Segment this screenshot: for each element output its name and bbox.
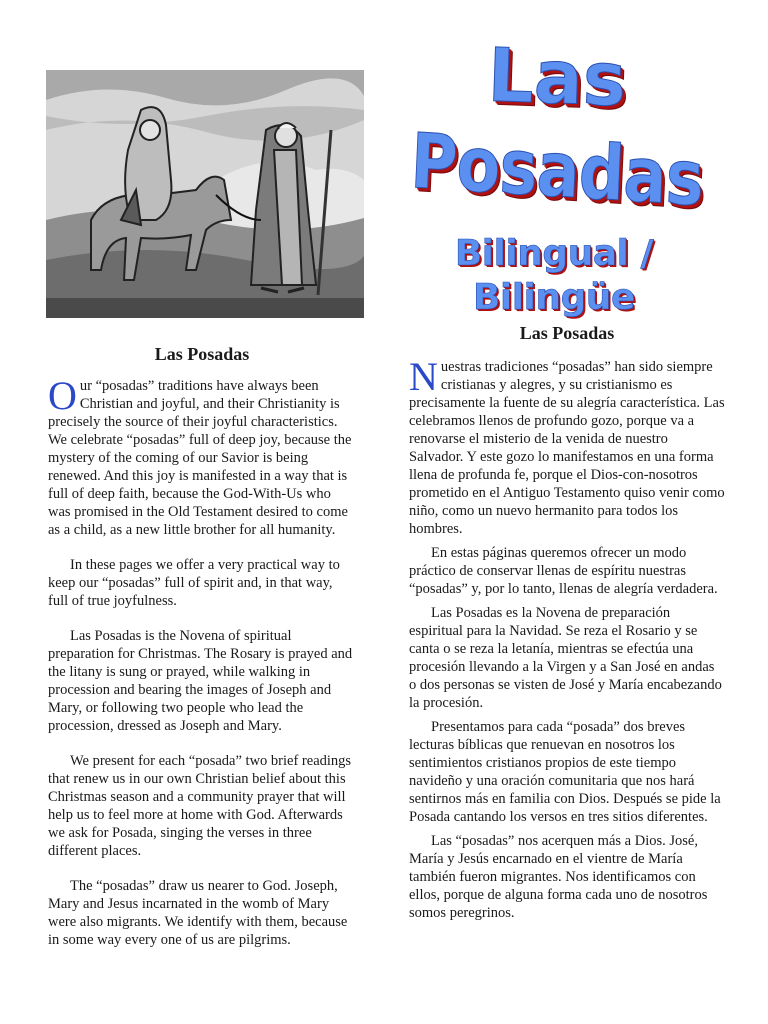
- english-paragraph-2: In these pages we offer a very practical way to keep our “posadas” full of spirit and, in that way, full of true joyfulness.: [48, 557, 340, 609]
- title-las: Las: [486, 32, 628, 124]
- spanish-paragraph-1: [409, 354, 725, 538]
- spanish-paragraph-3: Las Posadas es la Novena de preparación espiritual para la Navidad. Se reza el Rosario y se canta o se reza la letanía, mientras se efectúa una procesión llevando a la Virgen y a San José en andas o dos personas se visten de José y María encabezando la procesión.: [409, 605, 722, 711]
- english-dropcap: O: [48, 373, 77, 418]
- english-column: [48, 343, 356, 966]
- english-paragraph-1: [48, 373, 356, 539]
- english-paragraph-5: The “posadas” draw us nearer to God. Joseph, Mary and Jesus incarnated in the womb of Mary were also migrants. We identify with them, because in some way every one of us are pilgrims.: [48, 878, 348, 948]
- english-paragraph-1-text: ur “posadas” traditions have always been Christian and joyful, and their Christianity is precisely the source of their joyful characteristics. We celebrate “posadas” full of deep joy, because the mystery of the coming of our Savior is being renewed. And this joy is manifested in a way that is full of deep faith, because the God-With-Us who was promised in the Old Testament desired to come as a child, as a new little brother for all humanity.: [48, 378, 352, 538]
- spanish-paragraph-1-text: uestras tradiciones “posadas” han sido siempre cristianas y alegres, y su cristianismo es precisamente la fuente de su alegría característica. Las celebramos llenos de profundo gozo, porque va a renovarse el misterio de la venida de nuestro Salvador. Y este gozo lo manifestamos en una forma llena de profunda fe, porque el Dios-con-nosotros prometido en el Antiguo Testamento quiso venir como niño, como un nuevo hermanito para todos los hombres.: [409, 359, 725, 537]
- spanish-column: [409, 322, 725, 928]
- spanish-dropcap: N: [409, 354, 438, 399]
- spanish-paragraph-5: Las “posadas” nos acerquen más a Dios. José, María y Jesús encarnado en el vientre de María también fueron migrantes. Nos identificamos con ellos, porque de alguna forma cada uno de nosotros somos peregrinos.: [409, 833, 708, 921]
- english-heading: Las Posadas: [154, 344, 250, 364]
- spanish-heading: Las Posadas: [519, 323, 615, 343]
- spanish-paragraph-2: En estas páginas queremos ofrecer un modo práctico de conservar llenas de espíritu nuestras “posadas” y, por lo tanto, llenas de alegría verdadera.: [409, 545, 718, 597]
- subtitle-bilingual: Bilingual / Bilingüe: [454, 233, 654, 318]
- title-posadas: Posadas: [408, 115, 706, 224]
- english-paragraph-3: Las Posadas is the Novena of spiritual preparation for Christmas. The Rosary is prayed and the litany is sung or prayed, while walking in procession and bearing the images of Joseph and Mary, or following two people who lead the procession, dressed as Joseph and Mary.: [48, 628, 353, 734]
- nativity-illustration: [46, 70, 364, 318]
- english-paragraph-4: We present for each “posada” two brief readings that renew us in our own Christian belief about this Christmas season and a community prayer that will help us to feel more at home with God. Afterwards we ask for Posada, singing the verses in three different places.: [48, 753, 352, 859]
- spanish-paragraph-4: Presentamos para cada “posada” dos breves lecturas bíblicas que renuevan en nosotros los sentimientos cristianos propios de este tiempo navideño y una oración comunitaria que nos hará sentirnos más en familia con Dios. Después se pide la Posada cantando los versos en tres sitios diferentes.: [409, 719, 721, 825]
